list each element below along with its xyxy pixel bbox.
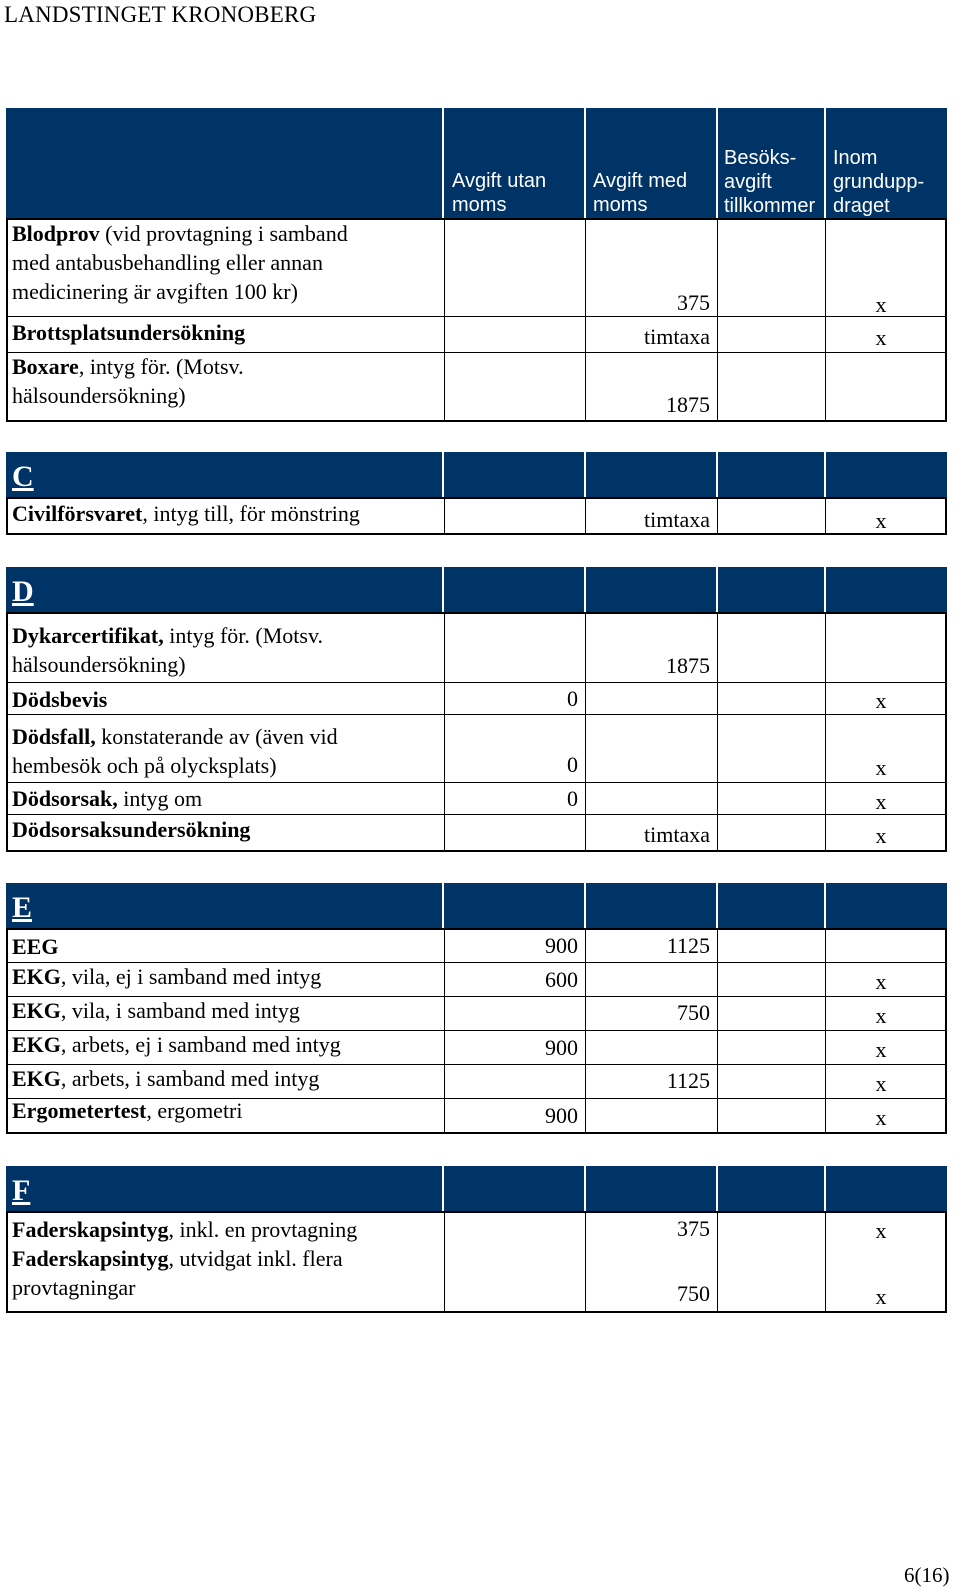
section-header-f (6, 1166, 947, 1212)
section-header-d (6, 567, 947, 613)
section-letter: F (12, 1174, 31, 1207)
price-with-vat: 1875 (666, 392, 710, 417)
table-row: Dödsorsak, intyg om (12, 786, 203, 811)
column-header-band (6, 108, 947, 220)
price-with-vat: timtaxa (644, 507, 710, 532)
section-header-e (6, 883, 947, 929)
table-row: Ergometertest, ergometri (12, 1098, 243, 1123)
section-header-c (6, 452, 947, 498)
within-basic-mission-mark: x (875, 1218, 887, 1243)
price-with-vat: 1875 (666, 653, 710, 678)
within-basic-mission-mark: x (875, 325, 887, 350)
table-row: Dödsfall, konstaterande av (även vid hembesök och på olycksplats) (12, 724, 338, 778)
table-row: EKG, vila, i samband med intyg (12, 998, 300, 1023)
within-basic-mission-mark: x (875, 969, 887, 994)
price-with-vat: 750 (677, 1281, 710, 1306)
price-without-vat: 0 (567, 786, 578, 811)
within-basic-mission-mark: x (875, 823, 887, 848)
price-with-vat: 750 (677, 1000, 710, 1025)
page-number: 6(16) (904, 1563, 950, 1587)
table-row: EKG, vila, ej i samband med intyg (12, 964, 322, 989)
section-letter: D (12, 575, 34, 608)
within-basic-mission-mark: x (875, 688, 887, 713)
table-row: Civilförsvaret, intyg till, för mönstring (12, 501, 360, 526)
within-basic-mission-mark: x (875, 1037, 887, 1062)
table-row: Brottsplatsundersökning (12, 320, 246, 345)
table-row: Dödsbevis (12, 687, 108, 712)
table-row: EKG, arbets, i samband med intyg (12, 1066, 320, 1091)
within-basic-mission-mark: x (875, 1003, 887, 1028)
within-basic-mission-mark: x (875, 292, 887, 317)
price-with-vat: 375 (677, 1216, 710, 1241)
section-letter: E (12, 891, 33, 924)
table-row: Faderskapsintyg, utvidgat inkl. flera provtagningar (12, 1246, 343, 1300)
within-basic-mission-mark: x (875, 1284, 887, 1309)
table-row: Faderskapsintyg, inkl. en provtagning (12, 1217, 358, 1242)
price-without-vat: 900 (545, 933, 578, 958)
price-without-vat: 0 (567, 686, 578, 711)
table-row: EKG, arbets, ej i samband med intyg (12, 1032, 341, 1057)
table-row: Boxare, intyg för. (Motsv. hälsoundersökning) (12, 354, 244, 408)
table-row: Dödsorsaksundersökning (12, 817, 251, 842)
col-header-avgift-med-moms: Avgift med moms (593, 170, 688, 216)
within-basic-mission-mark: x (875, 1071, 887, 1096)
price-with-vat: 1125 (666, 933, 710, 958)
price-without-vat: 0 (567, 752, 578, 777)
table-row: EEG (12, 934, 59, 959)
col-header-inom-grunduppdraget: Inom grundupp- draget (833, 147, 925, 217)
price-without-vat: 600 (545, 967, 578, 992)
within-basic-mission-mark: x (875, 508, 887, 533)
within-basic-mission-mark: x (875, 789, 887, 814)
col-header-besoksavgift: Besöks- avgift tillkommer (724, 147, 816, 217)
price-with-vat: 375 (677, 290, 710, 315)
price-without-vat: 900 (545, 1035, 578, 1060)
price-with-vat: timtaxa (644, 324, 710, 349)
price-with-vat: timtaxa (644, 822, 710, 847)
table-row: Dykarcertifikat, intyg för. (Motsv. hälsoundersökning) (12, 623, 324, 677)
price-with-vat: 1125 (666, 1068, 710, 1093)
section-letter: C (12, 460, 34, 493)
price-without-vat: 900 (545, 1103, 578, 1128)
table-row: Blodprov (vid provtagning i samband med antabusbehandling eller annan medicinering är avgiften 100 kr) (12, 221, 348, 304)
within-basic-mission-mark: x (875, 1105, 887, 1130)
within-basic-mission-mark: x (875, 755, 887, 780)
organization-name: LANDSTINGET KRONOBERG (4, 2, 317, 27)
col-header-avgift-utan-moms: Avgift utan moms (452, 170, 547, 216)
